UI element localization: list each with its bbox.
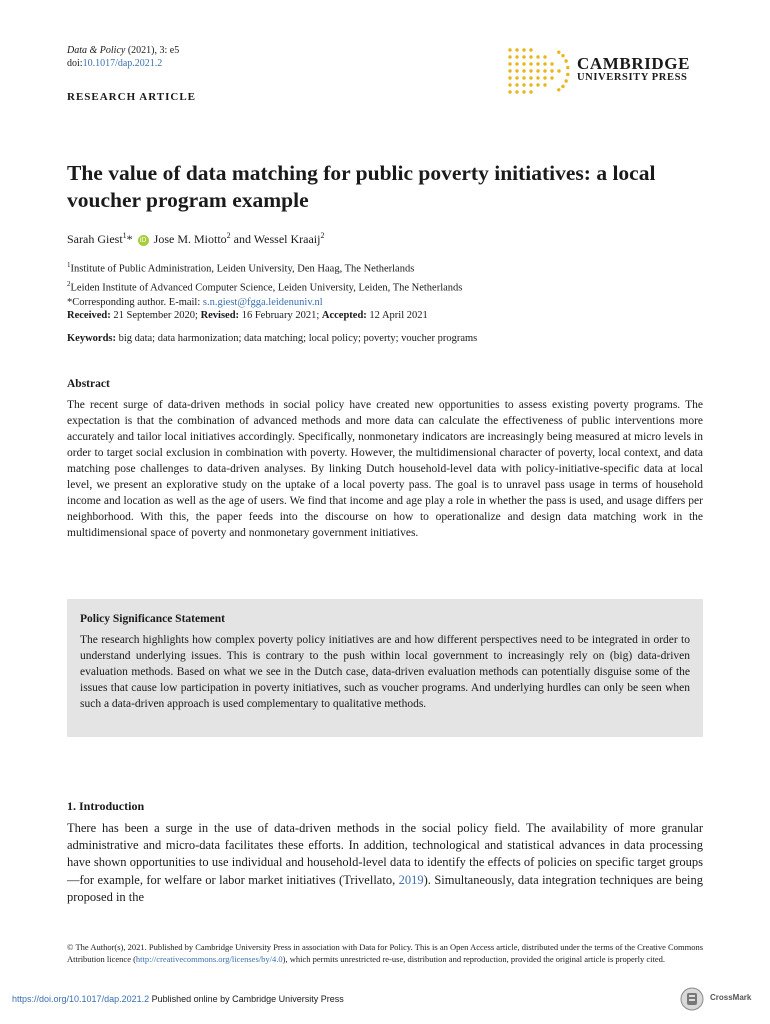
logo-dot <box>536 69 539 72</box>
crossmark-label: CrossMark <box>710 993 752 1002</box>
logo-dot <box>522 83 525 86</box>
logo-dot <box>550 76 553 79</box>
logo-dot <box>508 90 511 93</box>
author-list <box>67 228 324 247</box>
corresponding-mark: * <box>126 232 133 246</box>
logo-dot <box>515 55 518 58</box>
abstract-text: The recent surge of data-driven methods in social policy have created new opportunities to assess existing poverty programs. The expectation is that the combination of advanced methods and more data can calculate the effectiveness of public interventions more accurately and tailor local initiatives accordingly. Specifically, nonmonetary indicators are increasingly being measured at micro levels in order to target social exclusion in combination with poverty. However, the multidimensional character of poverty, local context, and data matching pose challenges to data-driven analyses. By linking Dutch household-level data with policy-initiative-specific data at local level, we present an explorative study on the uptake of a local poverty pass. The goal is to unravel pass usage in terms of household income and location as well as the age of users. We find that income and age play a role in whether the pass is used, and usage differs per neighborhood. With this, the paper feeds into the discourse on how to operationalize and design data matching work in the multidimensional space of poverty and nonmonetary government initiatives. <box>67 399 703 539</box>
journal-meta: (2021), 3: e5 <box>127 45 180 56</box>
intro-text-part: ). Simultaneously, data integration techniques are being proposed in the <box>67 872 703 904</box>
logo-dot <box>536 76 539 79</box>
logo-dot <box>508 48 511 51</box>
doi-link[interactable]: 10.1017/dap.2021.2 <box>82 58 163 69</box>
corresponding-author <box>67 295 462 310</box>
received-label: Received: <box>67 310 111 321</box>
author-joiner: and <box>233 232 251 246</box>
crossmark-icon[interactable] <box>680 987 704 1011</box>
logo-dot <box>543 76 546 79</box>
logo-dot <box>515 48 518 51</box>
logo-dot <box>522 62 525 65</box>
page-footer <box>12 994 344 1004</box>
section-heading: 1. Introduction <box>67 799 145 813</box>
author-name: Jose M. Miotto <box>153 232 227 246</box>
keywords-label: Keywords: <box>67 333 116 344</box>
logo-dot <box>515 83 518 86</box>
article-title: The value of data matching for public poverty initiatives: a local voucher program example <box>67 161 656 212</box>
logo-dot <box>557 51 560 54</box>
logo-dot <box>566 73 569 76</box>
logo-dot <box>543 55 546 58</box>
logo-dot <box>529 62 532 65</box>
logo-dot <box>522 48 525 51</box>
publisher-name: CAMBRIDGE <box>577 54 691 73</box>
author-affil-sup: 2 <box>320 231 325 240</box>
affiliation-sup: 2 <box>67 279 71 288</box>
footer-doi-link[interactable]: https://doi.org/10.1017/dap.2021.2 <box>12 994 150 1004</box>
publisher-subname: UNIVERSITY PRESS <box>577 72 688 83</box>
journal-citation <box>67 44 179 57</box>
logo-dot <box>522 90 525 93</box>
affiliation-sup: 1 <box>67 261 71 269</box>
logo-dot <box>529 76 532 79</box>
affiliation-item <box>67 277 462 296</box>
citation-link[interactable]: 2019 <box>398 872 424 887</box>
logo-dot <box>543 62 546 65</box>
logo-dot <box>508 62 511 65</box>
logo-dot <box>515 62 518 65</box>
logo-dot <box>529 90 532 93</box>
affiliation-item <box>67 258 462 277</box>
logo-dot <box>557 88 560 91</box>
affiliations <box>67 258 462 310</box>
keywords-text: big data; data harmonization; data matching; local policy; poverty; voucher programs <box>118 333 478 344</box>
revised-label: Revised: <box>200 310 240 321</box>
article-dates <box>67 309 428 323</box>
logo-dot <box>550 62 553 65</box>
policy-significance-text: The research highlights how complex poverty policy initiatives are and how different perspectives need to be integrated in order to understand underlying issues. This is contrary to the push within local government to increasingly rely on (big) data-driven evaluation methods. Based on what we see in the Dutch case, data-driven evaluation methods can potentially disguise some of the issues that cause low participation in poverty initiatives, such as voucher programs. And underlying hurdles can only be seen when such a data-driven approach is used complementary to qualitative methods. <box>80 634 690 710</box>
logo-dot <box>522 69 525 72</box>
keywords <box>67 332 477 346</box>
logo-dot <box>515 90 518 93</box>
intro-text-part: There has been a surge in the use of data-driven methods in the social policy field. The availability of more granular administrative and micro-data facilitates these efforts. In addition, technological and statistical advances in data processing have shown opportunities to use individual and household-level data to identify the effects of policies on specific target groups—for example, for welfare or labor market initiatives (Trivellato, <box>67 821 703 887</box>
logo-dot <box>536 55 539 58</box>
orcid-icon[interactable]: iD <box>138 235 149 246</box>
logo-dot <box>529 55 532 58</box>
footnote-text: ), which permits unrestricted re-use, distribution and reproduction, provided the original article is properly cited. <box>282 954 665 964</box>
author-name: Wessel Kraaij <box>253 232 321 246</box>
logo-dot <box>564 79 567 82</box>
author-affil-sup: 2 <box>226 231 231 240</box>
author-name: Sarah Giest <box>67 232 123 246</box>
logo-dot <box>566 66 569 69</box>
logo-dot <box>564 59 567 62</box>
logo-dot <box>508 76 511 79</box>
received-date: 21 September 2020; <box>113 310 198 321</box>
logo-dot <box>508 55 511 58</box>
journal-name: Data & Policy <box>67 45 126 56</box>
corresponding-label: *Corresponding author. E-mail: <box>67 297 203 308</box>
logo-dot <box>561 85 564 88</box>
footer-published-text: Published online by Cambridge University Press <box>149 994 344 1004</box>
logo-dot <box>522 55 525 58</box>
doi-prefix: doi: <box>67 58 83 69</box>
accepted-label: Accepted: <box>321 310 367 321</box>
introduction-text <box>67 820 703 906</box>
copyright-footnote <box>67 941 703 965</box>
logo-dot <box>561 54 564 57</box>
logo-dot <box>536 83 539 86</box>
logo-dot <box>515 76 518 79</box>
logo-dot <box>522 76 525 79</box>
logo-dot <box>543 69 546 72</box>
footnote-text: © The Author(s), 2021. Published by Cambridge University Press in association with Data for Policy. This is an Open Access article, distributed under the terms of the Creative Commons Attribution licence ( <box>67 942 703 964</box>
logo-dot <box>508 69 511 72</box>
revised-date: 16 February 2021; <box>241 310 320 321</box>
logo-dot <box>529 83 532 86</box>
logo-dot <box>543 83 546 86</box>
article-type: RESEARCH ARTICLE <box>67 91 197 103</box>
abstract-heading: Abstract <box>67 378 110 390</box>
logo-dot <box>529 48 532 51</box>
affiliation-text: Institute of Public Administration, Leiden University, Den Haag, The Netherlands <box>70 263 415 275</box>
doi-line <box>67 57 162 70</box>
policy-significance-heading: Policy Significance Statement <box>80 613 226 625</box>
license-link[interactable]: http://creativecommons.org/licenses/by/4.0 <box>135 954 283 964</box>
logo-dot <box>550 69 553 72</box>
logo-dot <box>508 83 511 86</box>
email-link[interactable]: s.n.giest@fgga.leidenuniv.nl <box>202 297 323 308</box>
author-affil-sup: 1 <box>122 231 127 240</box>
logo-dot <box>536 62 539 65</box>
logo-dot <box>557 69 560 72</box>
logo-dot <box>529 69 532 72</box>
logo-dot <box>515 69 518 72</box>
accepted-date: 12 April 2021 <box>369 310 428 321</box>
affiliation-text: Leiden Institute of Advanced Computer Science, Leiden University, Leiden, The Netherlands <box>70 282 463 293</box>
